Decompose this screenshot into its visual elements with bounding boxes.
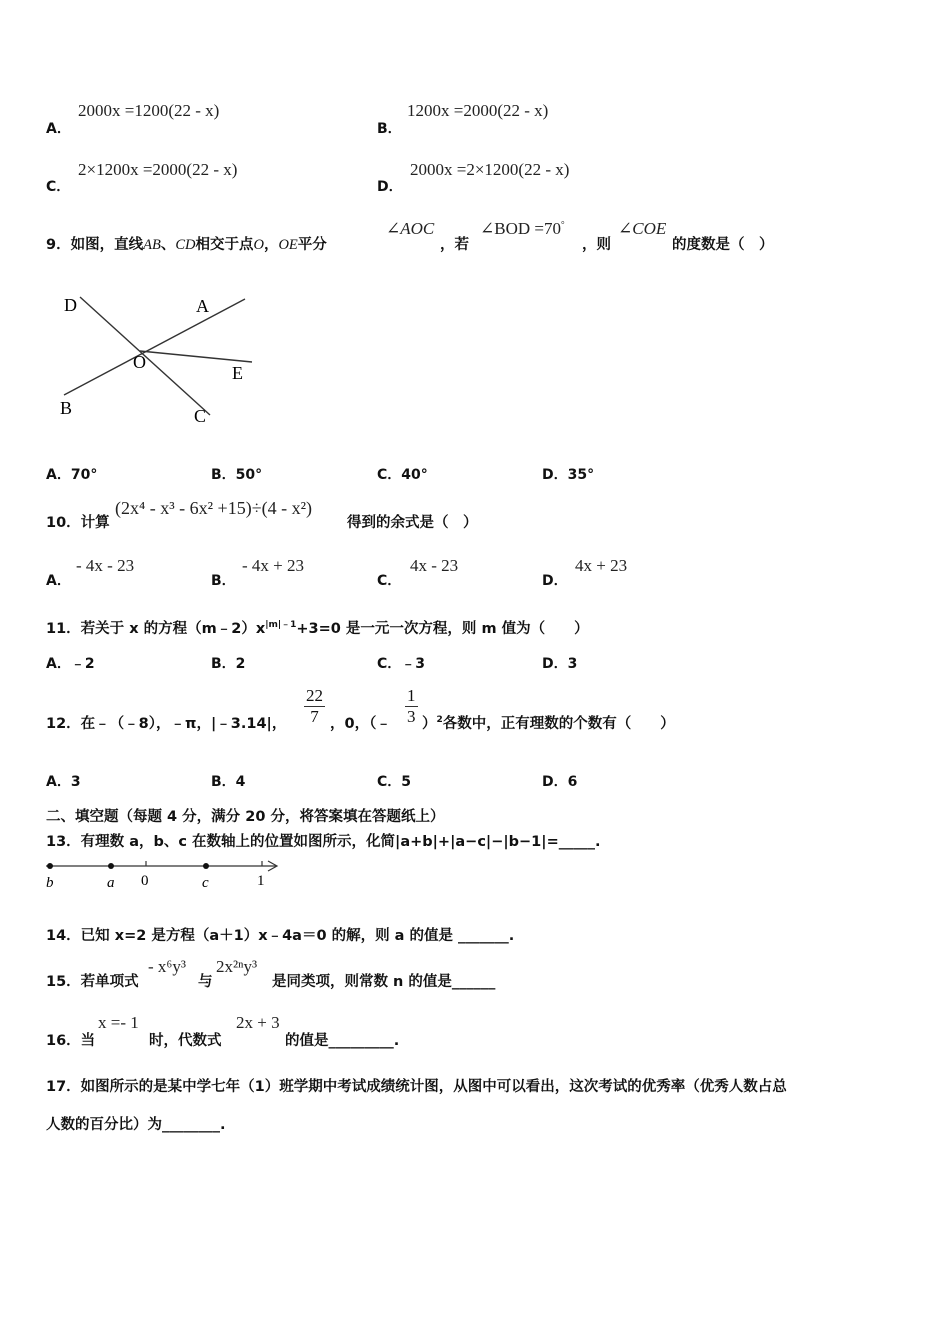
q10-option-c-expr: 4x - 23	[410, 556, 459, 575]
q10-option-a-label: A．	[46, 573, 71, 589]
q9-option-b: B．50°	[211, 467, 263, 483]
q9-mid2: 平分	[297, 237, 327, 253]
q9-sep: 、	[160, 237, 176, 253]
point-c	[203, 863, 209, 869]
point-b	[47, 863, 53, 869]
q9-cd: CD	[175, 237, 196, 253]
q15-expr1: - x⁶y³	[148, 957, 186, 976]
q9-suffix: 的度数是（ ）	[672, 237, 774, 253]
q9-option-c: C．40°	[377, 467, 428, 483]
label-o: O	[133, 352, 146, 372]
q9-comma: ，	[263, 237, 279, 253]
q10-option-d-expr: 4x + 23	[575, 556, 628, 575]
q9-angle-aoc: ∠AOC	[386, 219, 435, 238]
axis-label-b: b	[46, 875, 54, 891]
section-title: 二、填空题（每题 4 分，满分 20 分，将答案填在答题纸上）	[46, 809, 445, 825]
q9-angle-bod: ∠BOD =70°	[480, 219, 565, 238]
label-c: C	[194, 406, 207, 426]
q12-text-b: ，0，（﹣	[330, 716, 391, 732]
q12-option-c: C．5	[377, 774, 412, 790]
q12-option-b: B．4	[211, 774, 246, 790]
q16-expr2: 2x + 3	[236, 1013, 280, 1032]
q15-prefix: 15．若单项式	[46, 974, 139, 990]
q11-stem: 11．若关于 x 的方程$(m﹣2)x^{|m|﹣1}+3=0$ 是一元一次方程，则 m 值为（ ）	[46, 620, 589, 637]
label-b: B	[60, 398, 73, 418]
q10-option-b-expr: - 4x + 23	[242, 556, 304, 575]
q16-mid: 时，代数式	[149, 1033, 222, 1049]
q12-option-d: D．6	[542, 774, 578, 790]
q9-ab: AB	[143, 237, 161, 253]
q9-oe: OE	[278, 237, 298, 253]
axis-label-c: c	[202, 875, 209, 891]
axis-label-1: 1	[257, 873, 265, 889]
q8-option-c-expr: 2×1200x =2000(22 - x)	[78, 160, 238, 179]
q9-o: O	[253, 237, 264, 253]
q9-stem	[46, 233, 327, 254]
ray-oe	[140, 351, 252, 362]
q9-angle-coe: ∠COE	[618, 219, 667, 238]
q15-expr2: 2x²ⁿy³	[216, 957, 258, 976]
q12-option-a: A．3	[46, 774, 81, 790]
q9-mid3: ，若	[440, 237, 469, 253]
q15-mid: 与	[198, 974, 213, 990]
q16-expr1: x =- 1	[98, 1013, 139, 1032]
q9-option-d: D．35°	[542, 467, 595, 483]
q14-stem: 14．已知 x=2 是方程（a＋1）x﹣4a＝0 的解，则 a 的值是 _______.	[46, 928, 515, 944]
q10-option-b-label: B．	[211, 573, 236, 589]
q10-option-a-expr: - 4x - 23	[76, 556, 135, 575]
q12-fraction-1-3: $\frac{1}{3}$	[407, 686, 416, 726]
label-e: E	[232, 363, 243, 383]
q10-suffix: 得到的余式是（ ）	[347, 515, 478, 531]
q10-option-d-label: D．	[542, 573, 568, 589]
q9-option-a: A．70°	[46, 467, 98, 483]
axis-label-0: 0	[141, 873, 149, 889]
q11-option-a: A．﹣2	[46, 656, 95, 672]
q8-option-d-expr: 2000x =2×1200(22 - x)	[410, 160, 570, 179]
q12-text-c: ）$^2$各数中，正有理数的个数有（ ）	[422, 715, 675, 732]
q12-fraction-22-7: $\frac{22}{7}$	[306, 686, 323, 726]
q16-suffix: 的值是_________.	[285, 1033, 400, 1049]
q17-line1: 17．如图所示的是某中学七年（1）班学期中考试成绩统计图，从图中可以看出，这次考试的优秀率（优秀人数占总	[46, 1079, 787, 1095]
q8-option-a-expr: 2000x =1200(22 - x)	[78, 101, 220, 120]
q8-option-c-label: C．	[46, 179, 71, 195]
q9-figure	[50, 285, 270, 430]
point-a	[108, 863, 114, 869]
label-d: D	[64, 295, 77, 315]
q13-stem: 13．有理数 a，b、c 在数轴上的位置如图所示，化简|a+b|+|a−c|−|b−1|=_____.	[46, 834, 601, 850]
q11-option-b: B．2	[211, 656, 246, 672]
q8-option-a-label: A．	[46, 121, 71, 137]
q13-number-line	[40, 856, 285, 892]
line-ba	[64, 299, 245, 395]
q8-option-d-label: D．	[377, 179, 403, 195]
q10-prefix: 10．计算	[46, 515, 110, 531]
q11-option-d: D．3	[542, 656, 578, 672]
q17-line2: 人数的百分比）为________.	[46, 1117, 226, 1133]
q16-prefix: 16．当	[46, 1033, 96, 1049]
q10-option-c-label: C．	[377, 573, 402, 589]
q8-option-b-expr: 1200x =2000(22 - x)	[407, 101, 549, 120]
q9-mid4: ，则	[582, 237, 611, 253]
q11-exponent: |m|﹣1	[265, 620, 297, 631]
q15-suffix: 是同类项，则常数 n 的值是______	[272, 974, 496, 990]
q12-text-a: 12．在﹣（﹣8），﹣π，|﹣3.14|，	[46, 716, 287, 732]
q8-option-b-label: B．	[377, 121, 402, 137]
q9-prefix: 9．如图，直线	[46, 237, 144, 253]
q10-expression: (2x⁴ - x³ - 6x² +15)÷(4 - x²)	[115, 498, 312, 518]
q9-mid1: 相交于点	[195, 237, 254, 253]
label-a: A	[196, 296, 209, 316]
axis-label-a: a	[107, 875, 115, 891]
q11-option-c: C．﹣3	[377, 656, 426, 672]
